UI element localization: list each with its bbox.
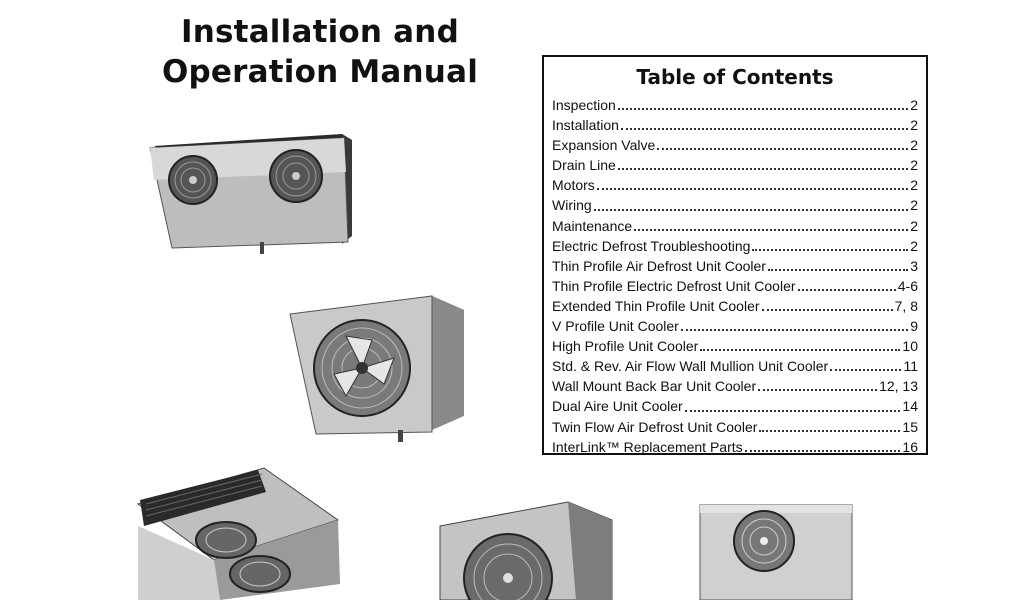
toc-leader-dots	[768, 265, 908, 271]
toc-leader-dots	[634, 225, 908, 231]
toc-entry-label: Std. & Rev. Air Flow Wall Mullion Unit Cooler	[552, 358, 829, 375]
toc-entry-label: Thin Profile Electric Defrost Unit Cooler	[552, 277, 796, 294]
table-of-contents	[542, 55, 928, 455]
toc-entry-label: Expansion Valve	[552, 137, 656, 154]
toc-leader-dots	[594, 205, 909, 211]
toc-leader-dots	[685, 406, 901, 412]
toc-entry-page: 3	[910, 257, 918, 274]
toc-entry	[552, 216, 918, 236]
toc-entry	[552, 396, 918, 416]
toc-entry-label: Dual Aire Unit Cooler	[552, 398, 683, 415]
toc-entry-label: Extended Thin Profile Unit Cooler	[552, 297, 760, 314]
toc-entry-label: Inspection	[552, 97, 616, 113]
toc-entry-label: V Profile Unit Cooler	[552, 318, 679, 335]
document-title	[150, 12, 490, 92]
high-profile-unit-cooler-image	[286, 292, 470, 444]
toc-entry-label: Maintenance	[552, 217, 633, 234]
toc-entry	[552, 256, 918, 276]
toc-entry-page: 2	[910, 177, 918, 194]
toc-entry	[552, 356, 918, 376]
v-profile-unit-cooler-image	[436, 500, 616, 600]
toc-leader-dots	[700, 345, 900, 351]
toc-leader-dots	[681, 325, 908, 331]
wall-mount-unit-cooler-image	[698, 503, 854, 600]
toc-entry-page: 2	[910, 237, 918, 254]
toc-entry-page: 2	[910, 157, 918, 174]
toc-entry-label: Electric Defrost Troubleshooting	[552, 237, 751, 254]
toc-entry-page: 4-6	[897, 277, 918, 294]
toc-entry-label: Motors	[552, 177, 595, 194]
toc-leader-dots	[597, 184, 908, 190]
toc-leader-dots	[618, 164, 908, 170]
toc-entry-page: 7, 8	[894, 297, 918, 314]
toc-entry-page: 11	[903, 358, 918, 375]
toc-entry	[552, 155, 918, 175]
toc-entry-label: Installation	[552, 117, 619, 134]
toc-leader-dots	[830, 365, 901, 371]
toc-entry	[552, 95, 918, 115]
toc-leader-dots	[798, 285, 896, 291]
toc-entry-page: 14	[902, 398, 918, 415]
dual-aire-unit-cooler-image	[134, 464, 346, 600]
toc-entry-label: Thin Profile Air Defrost Unit Cooler	[552, 257, 766, 274]
toc-entry	[552, 296, 918, 316]
toc-leader-dots	[758, 385, 877, 391]
title-line-2: Operation Manual	[161, 54, 479, 90]
toc-leader-dots	[621, 124, 908, 130]
toc-entry-page: 2	[910, 137, 918, 154]
toc-entry	[552, 336, 918, 356]
toc-entry	[552, 195, 918, 215]
toc-entry	[552, 316, 918, 336]
title-line-1: Installation and	[181, 14, 459, 50]
toc-entry	[552, 135, 918, 155]
toc-entry-label: InterLink™ Replacement Parts	[552, 438, 743, 455]
toc-entry-page: 2	[910, 197, 918, 214]
toc-entry-label: Drain Line	[552, 157, 616, 174]
thin-profile-unit-cooler-image	[148, 132, 358, 256]
toc-entry-page: 15	[902, 418, 918, 435]
toc-entry-label: Wiring	[552, 197, 592, 214]
toc-entry	[552, 175, 918, 195]
toc-entry-page: 16	[902, 438, 918, 455]
toc-entry-page: 2	[910, 97, 918, 113]
toc-leader-dots	[752, 245, 908, 251]
toc-leader-dots	[759, 426, 900, 432]
toc-leader-dots	[618, 104, 908, 110]
toc-leader-dots	[762, 305, 893, 311]
toc-entry-page: 12, 13	[879, 378, 918, 395]
toc-entry	[552, 376, 918, 396]
toc-entry-page: 10	[902, 338, 918, 355]
toc-entry	[552, 437, 918, 457]
toc-entry-page: 2	[910, 217, 918, 234]
toc-entry-page: 2	[910, 117, 918, 134]
toc-entry	[552, 236, 918, 256]
toc-entry	[552, 115, 918, 135]
toc-entry	[552, 276, 918, 296]
toc-entry-label: Wall Mount Back Bar Unit Cooler	[552, 378, 757, 395]
toc-list	[552, 95, 918, 457]
toc-entry-label: High Profile Unit Cooler	[552, 338, 699, 355]
toc-leader-dots	[657, 144, 908, 150]
toc-entry	[552, 417, 918, 437]
toc-heading: Table of Contents	[636, 65, 834, 89]
toc-entry-label: Twin Flow Air Defrost Unit Cooler	[552, 418, 758, 435]
toc-entry-page: 9	[910, 318, 918, 335]
toc-leader-dots	[745, 446, 901, 452]
